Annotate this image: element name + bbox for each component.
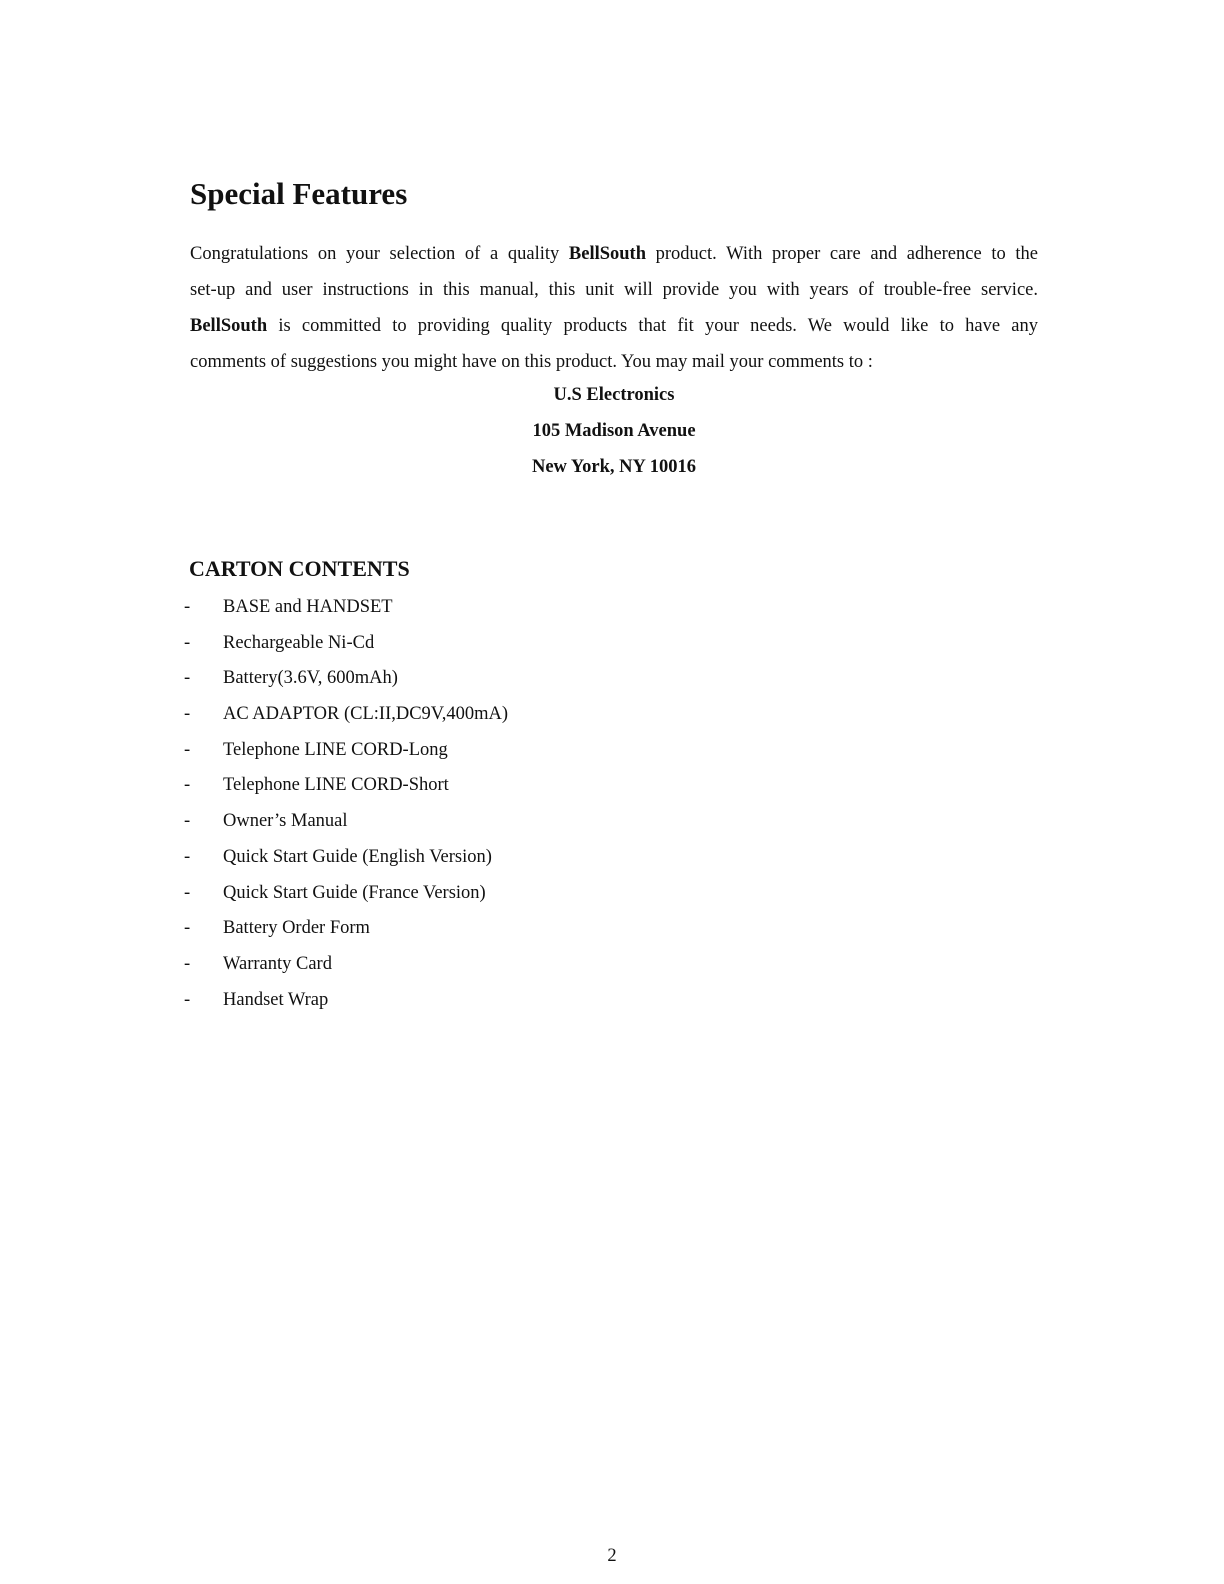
list-item-label: Battery(3.6V, 600mAh)	[223, 668, 398, 689]
list-item	[184, 876, 508, 912]
list-item-label: BASE and HANDSET	[223, 597, 393, 617]
list-bullet: -	[184, 704, 191, 725]
list-bullet: -	[184, 739, 191, 760]
list-item-label: Owner’s Manual	[223, 811, 348, 832]
intro-line-1	[190, 236, 1038, 272]
intro-text: is committed to providing quality products that fit your needs. We would like to have any	[267, 316, 1038, 336]
intro-line-4: comments of suggestions you might have on this product. You may mail your comments to :	[190, 352, 873, 372]
list-item-label: Telephone LINE CORD-Short	[223, 775, 449, 796]
list-item	[184, 911, 508, 947]
carton-contents-list	[184, 590, 508, 1018]
list-bullet: -	[184, 846, 191, 867]
intro-text: Congratulations on your selection of a quality	[190, 244, 569, 264]
list-item	[184, 590, 508, 626]
list-item-label: Quick Start Guide (English Version)	[223, 846, 492, 867]
list-bullet: -	[184, 811, 191, 832]
mailing-address	[190, 377, 1038, 485]
list-bullet: -	[184, 597, 191, 617]
list-item-label: AC ADAPTOR (CL:II,DC9V,400mA)	[223, 704, 509, 725]
intro-line-2: set-up and user instructions in this manual, this unit will provide you with years of trouble-free service.	[190, 280, 1038, 300]
list-bullet: -	[184, 882, 191, 903]
list-item	[184, 768, 508, 804]
list-bullet: -	[184, 632, 191, 653]
list-item	[184, 804, 508, 840]
list-bullet: -	[184, 953, 191, 974]
brand-name: BellSouth	[190, 316, 268, 336]
address-company: U.S Electronics	[553, 385, 675, 405]
list-item	[184, 626, 508, 662]
list-item-label: Handset Wrap	[223, 989, 329, 1010]
list-item	[184, 733, 508, 769]
brand-name: BellSouth	[568, 244, 646, 264]
intro-line-3	[190, 308, 1038, 344]
list-item-label: Battery Order Form	[223, 918, 370, 939]
list-item-label: Telephone LINE CORD-Long	[223, 739, 448, 760]
page-heading: Special Features	[190, 176, 408, 211]
list-bullet: -	[184, 668, 191, 689]
carton-contents-title: CARTON CONTENTS	[189, 556, 410, 581]
list-item	[184, 697, 508, 733]
list-bullet: -	[184, 989, 191, 1010]
address-street: 105 Madison Avenue	[532, 421, 696, 441]
intro-paragraph	[190, 236, 1038, 380]
list-item	[184, 661, 508, 697]
page-number: 2	[607, 1546, 617, 1566]
list-item-label: Warranty Card	[223, 953, 332, 974]
list-bullet: -	[184, 918, 191, 939]
list-item	[184, 840, 508, 876]
list-item-label: Rechargeable Ni-Cd	[223, 632, 375, 653]
list-item	[184, 947, 508, 983]
list-item-label: Quick Start Guide (France Version)	[223, 882, 486, 903]
address-city: New York, NY 10016	[531, 457, 697, 477]
list-bullet: -	[184, 775, 191, 796]
list-item	[184, 983, 508, 1019]
intro-text: product. With proper care and adherence to the	[646, 244, 1038, 264]
